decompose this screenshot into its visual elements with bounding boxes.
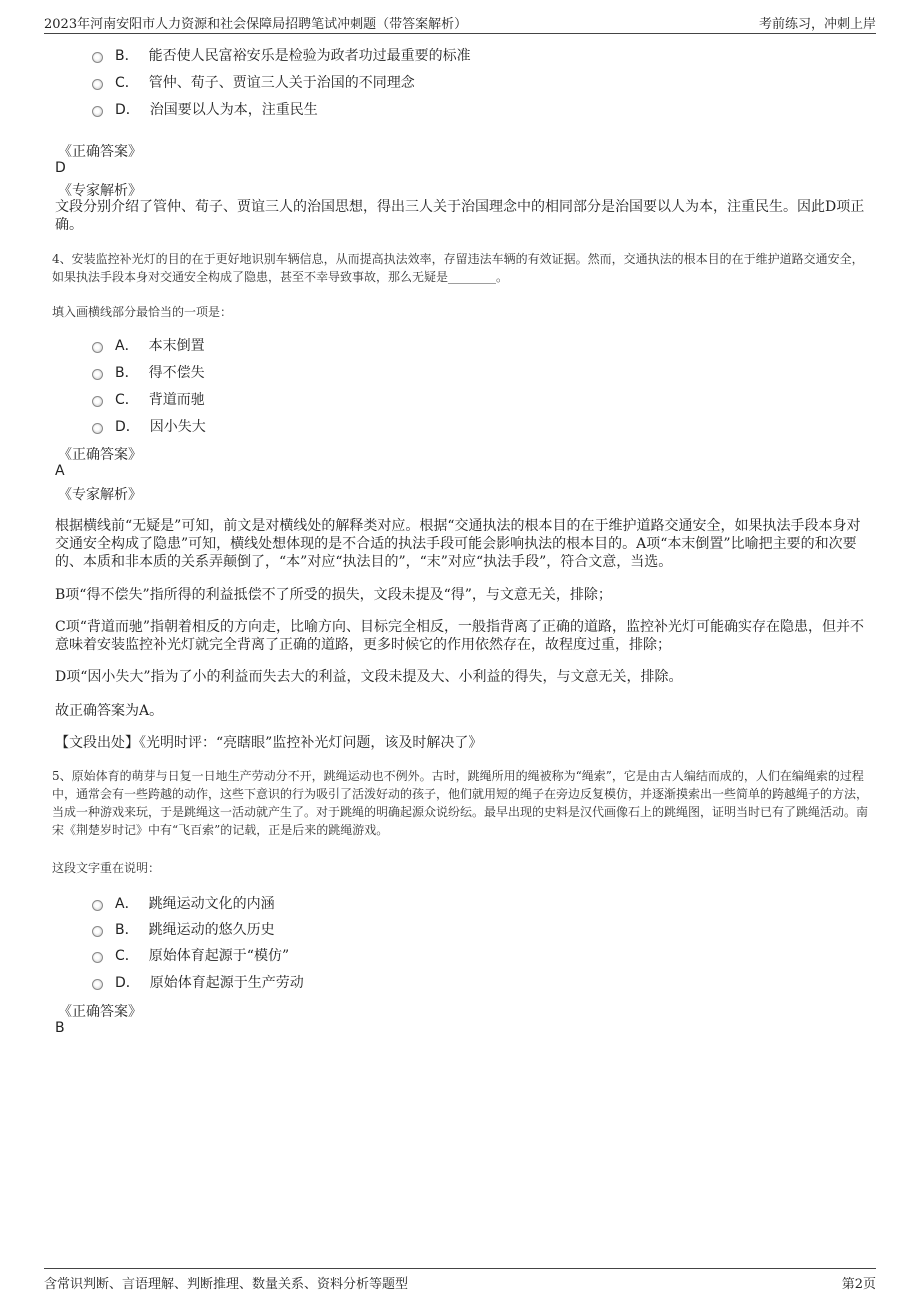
option-text: 治国要以人为本，注重民生 (149, 102, 318, 118)
q5-answer-label: 《正确答案》 (58, 1004, 142, 1020)
q3-analysis-label: 《专家解析》 (58, 183, 142, 199)
radio-icon[interactable] (92, 396, 103, 407)
q4-prompt: 填入画横线部分最恰当的一项是： (52, 305, 233, 319)
option-letter: C． (115, 392, 139, 408)
option-letter: A． (115, 338, 139, 354)
option-text: 能否使人民富裕安乐是检验为政者功过最重要的标准 (148, 48, 471, 64)
radio-icon[interactable] (92, 369, 103, 380)
option-letter: D． (115, 102, 140, 118)
radio-icon[interactable] (92, 79, 103, 90)
q3-option-b[interactable] (92, 44, 471, 66)
option-letter: D． (115, 975, 140, 991)
q5-answer: B (55, 1020, 65, 1036)
q4-answer: A (55, 463, 65, 479)
q4-analysis-label: 《专家解析》 (58, 487, 142, 503)
q4-analysis-para-c: C项“背道而驰”指朝着相反的方向走，比喻方向、目标完全相反，一般指背离了正确的道路，监控补光灯可能确实存在隐患，但并不意味着安装监控补光灯就完全背离了正确的道路，更多时候它的作用依然存在，故程度过重，排除； (55, 619, 865, 653)
q4-question-text: 4、安装监控补光灯的目的在于更好地识别车辆信息，从而提高执法效率，存留违法车辆的有效证据。然而，交通执法的根本目的在于维护道路交通安全，如果执法手段本身对交通安全构成了隐患，甚至不幸导致事故，那么无疑是________。 (52, 252, 864, 284)
q4-option-d[interactable] (92, 415, 206, 437)
option-text: 跳绳运动文化的内涵 (148, 896, 275, 912)
radio-icon[interactable] (92, 979, 103, 990)
footer-categories: 含常识判断、言语理解、判断推理、数量关系、资料分析等题型 (44, 1277, 409, 1292)
option-text: 得不偿失 (148, 365, 205, 381)
option-letter: A． (115, 896, 139, 912)
option-text: 背道而驰 (148, 392, 205, 408)
q4-analysis-para-d: D项“因小失大”指为了小的利益而失去大的利益，文段未提及大、小利益的得失，与文意无关，排除。 (55, 669, 683, 685)
q3-analysis: 文段分别介绍了管仲、荀子、贾谊三人的治国思想，得出三人关于治国理念中的相同部分是治国要以人为本，注重民生。因此D项正确。 (55, 199, 865, 233)
q3-option-c[interactable] (92, 71, 415, 93)
q5-prompt: 这段文字重在说明： (52, 861, 161, 875)
radio-icon[interactable] (92, 342, 103, 353)
radio-icon[interactable] (92, 926, 103, 937)
option-text: 原始体育起源于生产劳动 (149, 975, 304, 991)
q4-analysis-para-b: B项“得不偿失”指所得的利益抵偿不了所受的损失，文段未提及“得”，与文意无关，排除； (55, 587, 612, 603)
q4-option-b[interactable] (92, 361, 205, 383)
option-text: 因小失大 (149, 419, 206, 435)
q4-option-c[interactable] (92, 388, 205, 410)
option-text: 管仲、荀子、贾谊三人关于治国的不同理念 (148, 75, 415, 91)
q3-answer: D (55, 160, 66, 176)
option-letter: C． (115, 948, 139, 964)
q4-source: 【文段出处】《光明时评：“亮瞎眼”监控补光灯问题，该及时解决了》 (55, 735, 483, 751)
q5-option-b[interactable] (92, 918, 275, 940)
radio-icon[interactable] (92, 900, 103, 911)
page-header (44, 10, 876, 34)
q4-analysis-para-a: 根据横线前“无疑是”可知，前文是对横线处的解释类对应。根据“交通执法的根本目的在于维护道路交通安全，如果执法手段本身对交通安全构成了隐患”可知，横线处想体现的是不合适的执法手段可能会影响执法的根本目的。A项“本末倒置”比喻把主要的和次要的、本质和非本质的关系弄颠倒了，“本”对应“执法目的”，“末”对应“执法手段”，符合文意，当选。 (55, 518, 861, 570)
option-text: 本末倒置 (148, 338, 205, 354)
header-slogan: 考前练习，冲刺上岸 (758, 17, 876, 32)
radio-icon[interactable] (92, 106, 103, 117)
page-footer (44, 1268, 876, 1292)
q5-option-a[interactable] (92, 892, 275, 914)
option-text: 跳绳运动的悠久历史 (148, 922, 275, 938)
q3-option-d[interactable] (92, 98, 318, 120)
q5-question-text: 5、原始体育的萌芽与日复一日地生产劳动分不开，跳绳运动也不例外。古时，跳绳所用的绳被称为“绳索”，它是由古人编结而成的，人们在编绳索的过程中，通常会有一些跨越的动作，这些下意识的行为吸引了活泼好动的孩子，他们就用短的绳子在旁边反复模仿，并逐渐摸索出一些简单的跨越绳子的方法，当成一种游戏来玩，于是跳绳这一活动就产生了。对于跳绳的明确起源众说纷纭。最早出现的史料是汉代画像石上的跳绳图，证明当时已有了跳绳活动。南宋《荆楚岁时记》中有“飞百索”的记载，正是后来的跳绳游戏。 (52, 769, 869, 837)
option-letter: C． (115, 75, 139, 91)
document-title: 2023年河南安阳市人力资源和社会保障局招聘笔试冲刺题（带答案解析） (44, 17, 468, 32)
radio-icon[interactable] (92, 52, 103, 63)
option-letter: D． (115, 419, 140, 435)
radio-icon[interactable] (92, 952, 103, 963)
option-text: 原始体育起源于“模仿” (148, 948, 290, 964)
q4-option-a[interactable] (92, 334, 205, 356)
q5-option-d[interactable] (92, 971, 304, 993)
radio-icon[interactable] (92, 423, 103, 434)
q4-final-answer: 故正确答案为A。 (55, 703, 164, 719)
q3-answer-label: 《正确答案》 (58, 144, 142, 160)
q4-answer-label: 《正确答案》 (58, 447, 142, 463)
option-letter: B． (115, 365, 139, 381)
option-letter: B． (115, 922, 139, 938)
option-letter: B． (115, 48, 139, 64)
q5-option-c[interactable] (92, 944, 289, 966)
page-number: 第2页 (841, 1277, 876, 1292)
